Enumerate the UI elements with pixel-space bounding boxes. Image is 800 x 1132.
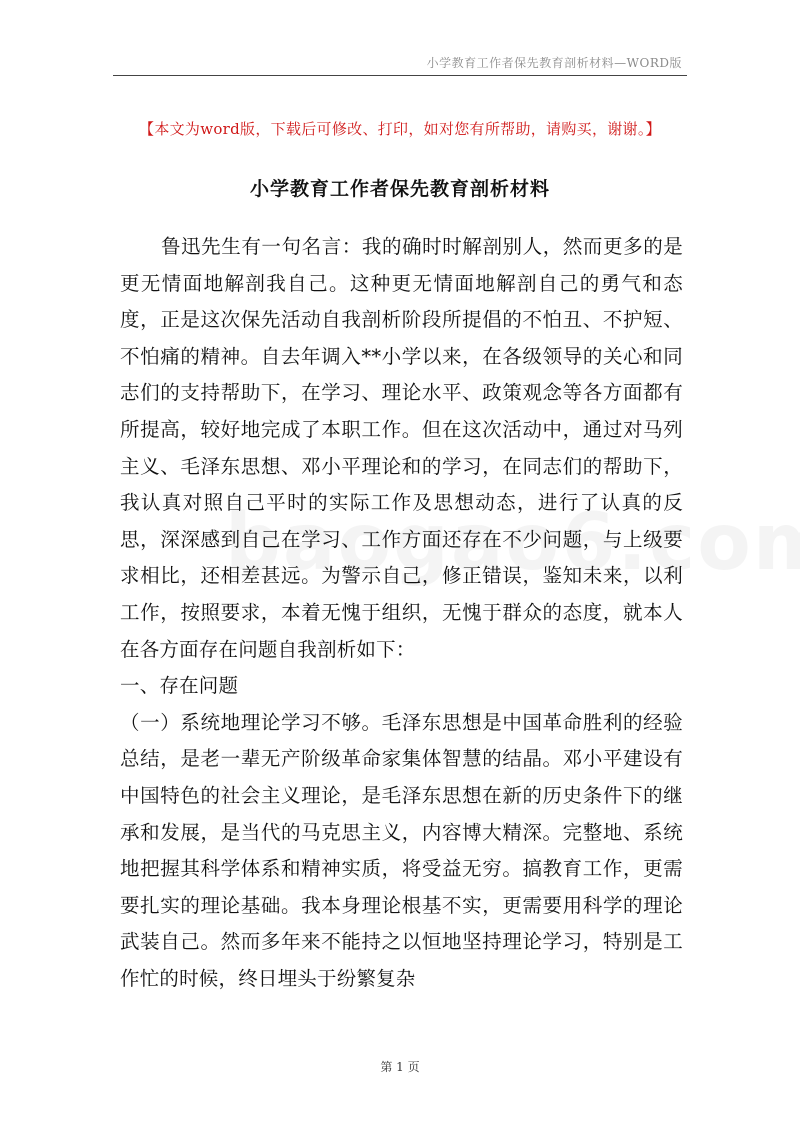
page-number: 第 1 页 [380,1060,420,1074]
running-header: 小学教育工作者保先教育剖析材料—WORD版 [426,56,682,70]
section-heading-problems: 一、存在问题 [120,674,239,698]
body-paragraph-intro: 鲁迅先生有一句名言：我的确时时解剖别人，然而更多的是更无情面地解剖我自己。这种更无情面地解剖自己的勇气和态度，正是这次保先活动自我剖析阶段所提倡的不怕丑、不护短、不怕痛的精神。自去年调入**小学以来，在各级领导的关心和同志们的支持帮助下，在学习、理论水平、政策观念等各方面都有所提高，较好地完成了本职工作。但在这次活动中，通过对马列主义、毛泽东思想、邓小平理论和的学习，在同志们的帮助下，我认真对照自己平时的实际工作及思想动态，进行了认真的反思，深深感到自己在学习、工作方面还存在不少问题，与上级要求相比，还相差甚远。为警示自己，修正错误，鉴知未来，以利工作，按照要求，本着无愧于组织，无愧于群众的态度，就本人在各方面存在问题自我剖析如下： [120,235,683,661]
body-paragraph-theory-study: （一）系统地理论学习不够。毛泽东思想是中国革命胜利的经验总结，是老一辈无产阶级革命家集体智慧的结晶。邓小平建设有中国特色的社会主义理论，是毛泽东思想在新的历史条件下的继承和发展，是当代的马克思主义，内容博大精深。完整地、系统地把握其科学体系和精神实质，将受益无穷。搞教育工作，更需要扎实的理论基础。我本身理论根基不实，更需要用科学的理论武装自己。然而多年来不能持之以恒地坚持理论学习，特别是工作忙的时候，终日埋头于纷繁复杂 [120,710,683,990]
document-title: 小学教育工作者保先教育剖析材料 [249,178,550,200]
header-divider [113,75,687,76]
document-body [120,229,683,997]
download-notice: 【本文为word版，下载后可修改、打印，如对您有所帮助，请购买，谢谢。】 [139,120,661,138]
